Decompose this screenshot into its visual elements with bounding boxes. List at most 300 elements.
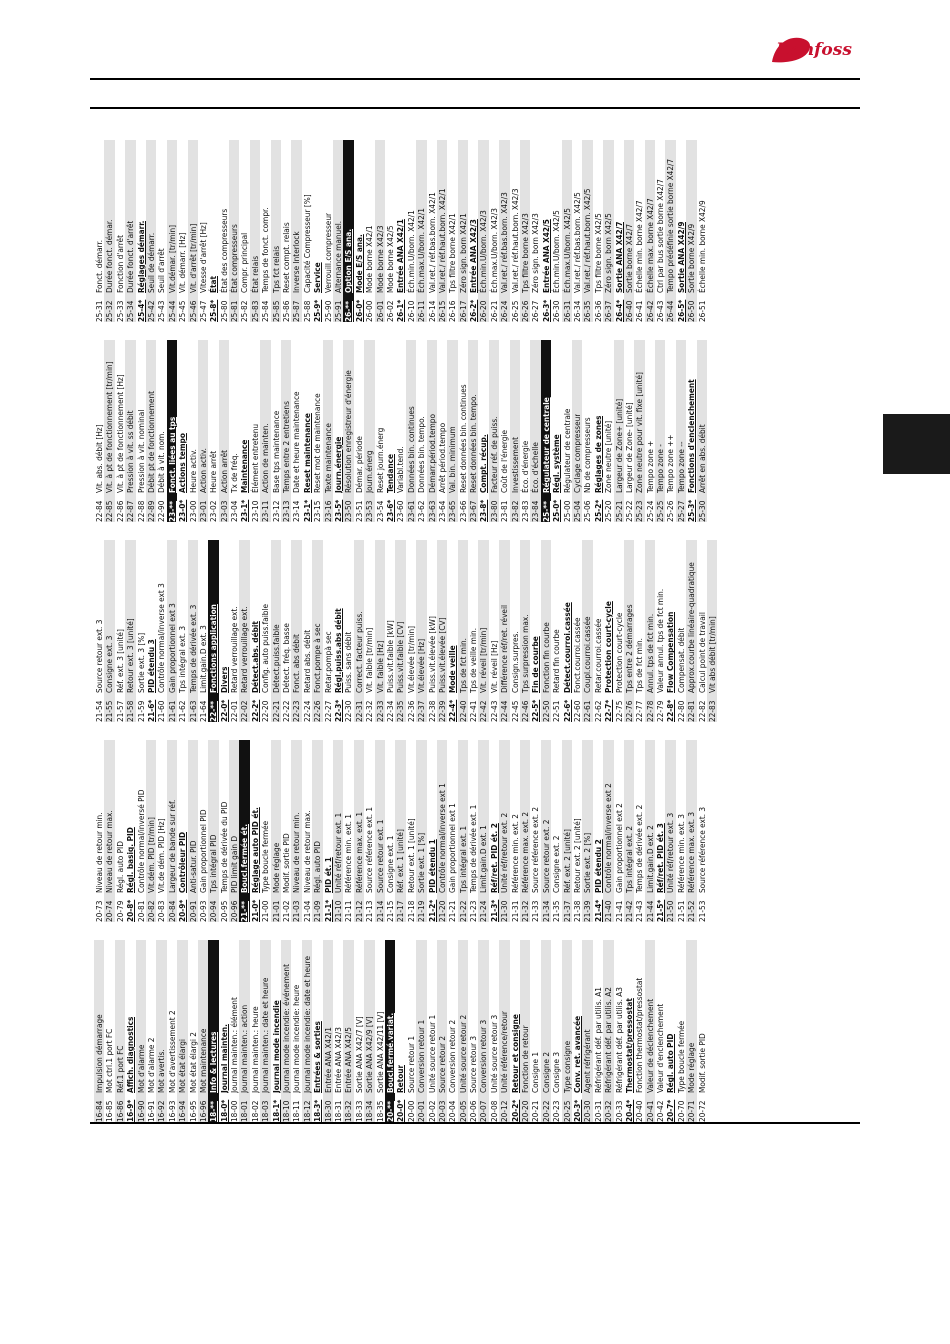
parameter-row [614,740,624,922]
parameter-label: Reset données bin. continues [457,384,468,493]
parameter-number: 26-1* [395,299,406,322]
parameter-number: 25-24 [644,500,655,522]
parameter-number: 22-89 [145,500,156,522]
parameter-number: 26-51 [696,300,707,322]
parameter-number: 21-2* [426,899,437,922]
parameter-number: 18-1* [270,1099,281,1122]
parameter-number: 20-00 [405,1100,416,1122]
parameter-row [229,740,239,922]
parameter-row [520,140,530,322]
parameter-number: 22-26 [312,700,323,722]
parameter-number: 25-85 [270,300,281,322]
parameter-row [645,940,655,1122]
parameter-label: Inverse Interlock [291,231,302,293]
parameter-row [115,340,125,522]
parameter-label: Tps filtre borne X42/5 [592,213,603,293]
parameter-row [686,940,696,1122]
parameter-number: 21-20 [436,900,447,922]
parameter-number: 22-34 [384,700,395,722]
parameter-label: Protection court-cycle [603,601,614,693]
parameter-row [239,540,249,722]
parameter-label: Gain proportionnel PID [197,809,208,893]
parameter-row [489,940,499,1122]
parameter-number: 25-9* [312,299,323,322]
parameter-label: Réglages de zones [592,415,603,493]
parameter-number: 21-1* [322,899,333,922]
parameter-number: 20-20 [520,1100,531,1122]
parameter-label: Niveau de retour max. [104,810,115,893]
parameter-label: Source retour ext. 1 [374,819,385,893]
parameter-number: 26-14 [426,300,437,322]
parameter-number: 18-11 [291,1100,302,1122]
parameter-row [281,940,291,1122]
parameter-row [541,940,551,1122]
parameter-label: Éco. d'échelle [530,442,541,493]
parameter-label: Retard verrouillage ext. [239,606,250,693]
parameter-number: 21-00 [260,900,271,922]
parameter-row [676,940,686,1122]
group-header-row [551,340,561,522]
parameter-label: Consigne 2 [540,1051,551,1093]
parameter-number: 25-33 [114,300,125,322]
parameter-number: 26-0* [353,299,364,322]
parameter-row [468,940,478,1122]
column-4 [90,340,860,522]
parameter-label: Option E/S ana. [343,228,354,293]
parameter-row [94,140,104,322]
parameter-number: 22-77 [634,700,645,722]
parameter-label: Temps entre 2 entretiens [281,401,292,493]
parameter-row [104,140,114,322]
parameter-label: Éch.min.U/born. X42/1 [405,210,416,293]
parameter-number: 25-90 [322,300,333,322]
parameter-label: Mot état élargi 2 [187,1032,198,1093]
parameter-row [395,540,405,722]
parameter-row [375,740,385,922]
parameter-label: Vit. faible [Hz] [374,640,385,693]
parameter-number: 21-59 [135,700,146,722]
parameter-row [323,940,333,1122]
parameter-label: Mode borne X42/5 [384,225,395,293]
parameter-label: Sortie ext. 3 [%] [135,632,146,693]
parameter-row [177,140,187,322]
parameter-number: 22-40 [457,700,468,722]
parameter-row [551,940,561,1122]
parameter-row [582,540,592,722]
parameter-row [219,140,229,322]
parameter-label: Modif. sortie PID [696,1033,707,1093]
parameter-number: 21-0* [249,899,260,922]
parameter-row [156,340,166,522]
group-header-row [665,940,675,1122]
parameter-label: Tps de fct min. [634,638,645,693]
parameter-number: 22-44 [499,700,510,722]
parameter-row [281,740,291,922]
parameter-label: Sortie ANA X42/7 [V] [353,1016,364,1093]
parameter-label: Sortie ext. 1 [%] [416,832,427,893]
group-header-row [219,540,229,722]
parameter-row [447,140,457,322]
parameter-row [468,740,478,922]
parameter-label: Sortie ext. 2 [%] [582,832,593,893]
parameter-label: Vit.de dém. PID [Hz] [156,818,167,893]
parameter-label: Texte maintenance [322,423,333,493]
parameter-number: 21-42 [623,900,634,922]
parameter-label: Contrôle normal/inversé PID [135,789,146,893]
parameter-label: Temps de dérivée ext. 3 [187,604,198,693]
parameter-row [219,340,229,522]
parameter-number: 20-05 [457,1100,468,1122]
parameter-number: 21-03 [291,900,302,922]
parameter-row [229,540,239,722]
parameter-row [624,340,634,522]
parameter-number: 25-2* [592,499,603,522]
parameter-number: 21-3* [488,899,499,922]
parameter-label: Unité réf/retour ext. 1 [332,812,343,893]
parameter-label: Heure arrêt [208,450,219,493]
parameter-label: PID étendu 3 [145,639,156,693]
parameter-number: 26-3* [540,299,551,322]
parameter-number: 18-02 [249,1100,260,1122]
parameter-number: 21-02 [281,900,292,922]
parameter-number: 25-30 [696,500,707,522]
group-header-row [665,540,675,722]
parameter-number: 23-00 [187,500,198,522]
parameter-row [291,340,301,522]
parameter-number: 20-74 [104,900,115,922]
parameter-number: 25-87 [291,300,302,322]
group-header-row [125,740,135,922]
parameter-number: 21-50 [665,900,676,922]
parameter-number: 26-50 [686,300,697,322]
group-header-row [478,340,488,522]
parameter-label: Tx de fréq. [229,453,240,493]
parameter-label: Mot d'avertissement 2 [166,1010,177,1093]
parameter-number: 23-02 [208,500,219,522]
parameter-label: Service [312,262,323,293]
parameter-label: Fonct. abs débit [291,634,302,693]
parameter-number: 26-** [343,300,354,322]
parameter-row [530,940,540,1122]
parameter-label: Tps surpression max. [520,614,531,693]
parameter-number: 22-42 [478,700,489,722]
parameter-number: 21-14 [374,900,385,922]
parameter-label: Mode E/S ana. [353,234,364,293]
parameter-row [281,340,291,522]
parameter-number: 22-81 [686,700,697,722]
parameter-row [343,340,353,522]
parameter-label: Puiss.vit.faible [CV] [395,621,406,693]
parameter-number: 23-64 [436,500,447,522]
parameter-label: Unité source retour 3 [488,1014,499,1093]
parameter-number: 21-60 [156,700,167,722]
parameter-label: Référence min. ext. 1 [343,814,354,893]
parameter-row [489,140,499,322]
group-header-row [250,540,260,722]
parameter-label: Régl.puiss.abs débit [332,608,343,693]
parameter-label: Tendance [384,453,395,493]
parameter-row [146,140,156,322]
parameter-row [427,340,437,522]
parameter-number: 23-63 [426,500,437,522]
parameter-number: 21-5* [655,899,666,922]
parameter-label: Flow Compensation [665,611,676,693]
parameter-label: Consign.surpres. [509,631,520,693]
parameter-number: 25-** [540,500,551,522]
parameter-row [551,140,561,322]
parameter-row [104,740,114,922]
parameter-row [634,540,644,722]
parameter-row [416,140,426,322]
parameter-label: PID ét. 1 [322,857,333,893]
parameter-label: Val.ret./ réf.bas.born. X42/1 [426,192,437,293]
parameter-row [323,340,333,522]
parameter-label: Tps intégral ext. 3 [177,625,188,693]
parameter-label: Tps de veille min. [468,627,479,693]
parameter-label: Consigne 3 [551,1051,562,1093]
parameter-row [250,940,260,1122]
parameter-label: Unité réf/retour ext. 3 [665,812,676,893]
parameter-number: 20-2* [509,1099,520,1122]
parameter-number: 23-61 [405,500,416,522]
parameter-number: 26-42 [644,300,655,322]
section-header-row [239,740,249,922]
parameter-label: Maintenance [239,439,250,493]
parameter-row [136,540,146,722]
parameter-number: 18-31 [332,1100,343,1122]
parameter-number: 23-62 [416,500,427,522]
parameter-number: 26-00 [364,300,375,322]
parameter-number: 21-12 [353,900,364,922]
parameter-row [250,340,260,522]
parameter-number: 23-66 [457,500,468,522]
parameter-label: Reset maintenance [301,413,312,493]
parameter-row [634,940,644,1122]
parameter-label: Tps intégral ext. 2 [623,825,634,893]
parameter-number: 25-86 [281,300,292,322]
parameter-row [572,140,582,322]
parameter-label: Sortie ANA X42/11 [V] [374,1011,385,1093]
section-header-row [167,340,177,522]
parameter-number: 22-20 [260,700,271,722]
parameter-row [239,140,249,322]
parameter-label: Config. auto puiss.faible [260,603,271,693]
parameter-row [593,940,603,1122]
parameter-number: 22-30 [343,700,354,722]
column-5-rows [90,140,707,322]
parameter-row [146,940,156,1122]
parameter-row [281,540,291,722]
parameter-number: 18-0* [218,1099,229,1122]
parameter-number: 22-60 [571,700,582,722]
parameter-label: Reset mot de maintenance [312,393,323,493]
parameter-label: Compensat. débit [675,627,686,693]
parameter-number: 26-43 [655,300,666,322]
parameter-row [167,540,177,722]
parameter-label: Données bin. continues [405,406,416,493]
parameter-label: Sortie ANA X42/9 [V] [364,1016,375,1093]
parameter-number: 25-80 [218,300,229,322]
parameter-label: Protection court-cycle [613,612,624,693]
parameter-label: Fonctions application [208,604,219,693]
parameter-row [208,740,218,922]
parameter-number: 20-95 [218,900,229,922]
parameter-label: Détect.puiss.faible [270,624,281,693]
parameter-number: 21-58 [125,700,136,722]
parameter-row [572,740,582,922]
parameter-label: Échelle max. borne X42/7 [644,198,655,293]
parameter-label: Réfrigérant déf. par utilis. A3 [613,987,624,1093]
parameter-label: Éch.max.U/born. X42/1 [416,208,427,293]
parameter-row [697,340,707,522]
parameter-label: Investissement [509,437,520,493]
parameter-label: Régl. basiq. PID [125,827,136,893]
parameter-row [104,940,114,1122]
parameter-number: 22-0* [218,699,229,722]
parameter-number: 25-47 [197,300,208,322]
parameter-label: Mot d'alarme 2 [145,1037,156,1093]
parameter-number: 22-6* [561,699,572,722]
parameter-label: Éco. d'énergie [520,440,531,493]
group-header-row [562,540,572,722]
group-header-row [354,140,364,322]
parameter-number: 26-25 [509,300,520,322]
parameter-label: Niveau de retour min. [94,812,104,893]
parameter-row [489,540,499,722]
parameter-number: 22-31 [353,700,364,722]
parameter-label: Unité source retour 2 [457,1014,468,1093]
parameter-row [655,340,665,522]
parameter-number: 22-24 [301,700,312,722]
parameter-row [427,940,437,1122]
parameter-number: 25-4* [135,299,146,322]
parameter-row [125,540,135,722]
group-header-row [489,740,499,922]
parameter-number: 25-44 [166,300,177,322]
group-header-row [177,740,187,922]
parameter-number: 21-** [239,900,250,922]
parameter-label: Zéro sign. born X42/5 [603,213,614,293]
parameter-label: Tps entre 2 démarrages [623,604,634,693]
parameter-number: 16-86 [114,1100,125,1122]
parameter-number: 21-54 [94,700,104,722]
parameter-row [458,140,468,322]
parameter-label: Vit. réveil [Hz] [488,640,499,693]
parameter-label: Approx.courbe linéaire-quadratique [686,562,697,693]
parameter-row [582,140,592,322]
section-header-row [385,940,395,1122]
parameter-number: 21-41 [613,900,624,922]
parameter-label: Retard verrouillage ext. [229,606,240,693]
parameter-number: 16-96 [197,1100,208,1122]
parameter-label: Compt. récup. [478,434,489,493]
parameter-label: Val.ret./ réf.haut.born. X42/1 [436,188,447,293]
parameter-label: Éch.min.U/born. X42/3 [478,210,489,293]
parameter-number: 21-38 [571,900,582,922]
parameter-row [271,140,281,322]
parameter-number: 25-23 [634,500,645,522]
parameter-row [375,340,385,522]
parameter-label: Vit.élevée [Hz] [416,638,427,693]
parameter-number: 23-84 [530,500,541,522]
parameter-label: Mode veille [447,645,458,693]
parameter-row [364,740,374,922]
parameter-row [343,940,353,1122]
parameter-row [188,940,198,1122]
parameter-label: Vit. démarr. [Hz] [177,232,188,293]
group-header-row [323,740,333,922]
parameter-number: 22-62 [592,700,603,722]
parameter-row [136,740,146,922]
parameter-row [562,940,572,1122]
parameter-row [499,140,509,322]
parameter-number: 25-0* [551,499,562,522]
parameter-row [614,540,624,722]
parameter-number: 25-04 [571,500,582,522]
parameter-row [634,340,644,522]
parameter-row [198,340,208,522]
parameter-number: 21-23 [468,900,479,922]
parameter-label: Réf.1 port FC [114,1045,125,1093]
parameter-label: Conversion retour 2 [447,1019,458,1093]
parameter-number: 23-80 [488,500,499,522]
parameter-number: 23-51 [353,500,364,522]
parameter-number: 22-21 [270,700,281,722]
parameter-number: 21-01 [270,900,281,922]
parameter-label: Référence min. ext. 3 [675,814,686,893]
parameter-number: 26-26 [520,300,531,322]
parameter-row [156,540,166,722]
parameter-label: Élément entretenu [249,423,260,493]
parameter-number: 18-3* [312,1099,323,1122]
parameter-label: Régl. auto PID [114,841,125,893]
parameter-number: 22-2* [249,699,260,722]
parameter-number: 25-88 [301,300,312,322]
parameter-number: 21-09 [312,900,323,922]
top-rule [90,78,860,80]
parameter-number: 22-45 [509,700,520,722]
parameter-label: PID étendu 1 [426,839,437,893]
parameter-label: Largeur de Zone+ [unité] [613,398,624,493]
parameter-number: 21-32 [520,900,531,922]
parameter-label: Val.ret./ réf.bas.born. X42/5 [571,192,582,293]
parameter-row [219,740,229,922]
parameter-row [665,140,675,322]
parameter-label: Retour ext. 1 [unité] [405,818,416,893]
parameter-number: 21-21 [447,900,458,922]
parameter-label: Sortie borne X42/9 [686,223,697,293]
parameter-label: Unité réf/retour ext. 2 [499,812,510,893]
parameter-label: Cyclage compresseur [571,413,582,493]
parameter-number: 26-41 [634,300,645,322]
parameter-number: 16-90 [135,1100,146,1122]
parameter-row [427,540,437,722]
parameter-number: 20-93 [197,900,208,922]
parameter-number: 22-75 [613,700,624,722]
parameter-number: 25-82 [239,300,250,322]
parameter-row [364,540,374,722]
parameter-number: 25-21 [613,500,624,522]
parameter-row [510,140,520,322]
parameter-number: 22-22 [281,700,292,722]
parameter-label: Journ.énerg [364,450,375,493]
parameter-label: Source référence ext. 2 [530,806,541,893]
parameter-number: 22-41 [468,700,479,722]
parameter-row [354,340,364,522]
parameter-number: 22-85 [104,500,115,522]
parameter-row [551,540,561,722]
parameter-label: Tempo prédéfinie sortie borne X42/7 [665,158,676,293]
